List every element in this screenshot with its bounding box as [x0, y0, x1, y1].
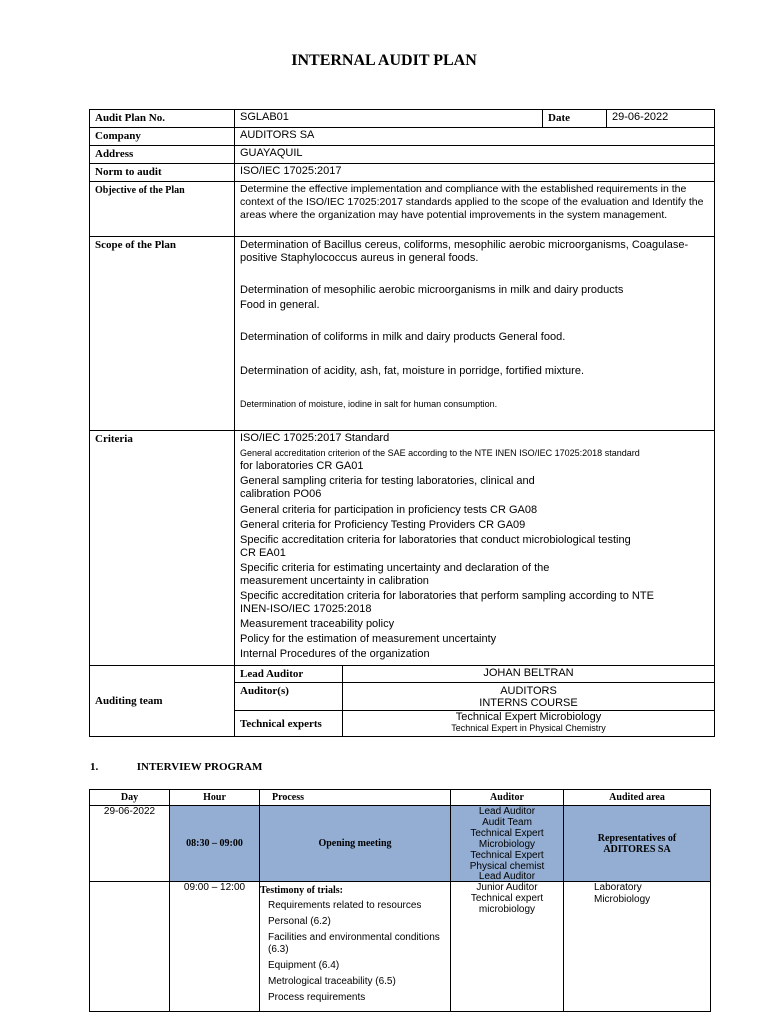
column-header-day: Day	[90, 790, 170, 806]
criteria-label: Criteria	[90, 431, 235, 666]
auditor-line: Technical expert	[470, 893, 544, 904]
process-cell	[260, 882, 451, 1012]
criteria-item: Internal Procedures of the organization	[240, 648, 430, 660]
criteria-item: General sampling criteria for testing laboratories, clinical and	[240, 475, 535, 487]
scope-item: Food in general.	[240, 299, 320, 311]
auditor-line: Junior Auditor	[476, 882, 538, 893]
auditing-team-label: Auditing team	[90, 666, 235, 737]
day-cell-empty	[90, 882, 170, 1012]
tech-expert-line: Technical Expert in Physical Chemistry	[451, 723, 606, 733]
table-row	[90, 882, 711, 1012]
date-label: Date	[543, 110, 607, 128]
column-header-auditor: Auditor	[451, 790, 564, 806]
objective-label: Objective of the Plan	[90, 182, 235, 237]
criteria-item: Specific criteria for estimating uncertainty and declaration of the	[240, 562, 550, 574]
auditors-label: Auditor(s)	[235, 683, 343, 711]
criteria-list	[235, 431, 715, 666]
auditors-value	[343, 683, 715, 711]
criteria-item: General accreditation criterion of the SAE according to the NTE INEN ISO/IEC 17025:2018 standard	[240, 448, 640, 458]
column-header-audited-area: Audited area	[564, 790, 711, 806]
scope-item: Determination of acidity, ash, fat, moisture in porridge, fortified mixture.	[240, 365, 584, 377]
auditor-line: Lead Auditor	[478, 871, 536, 882]
scope-item: Determination of mesophilic aerobic microorganisms in milk and dairy products	[240, 284, 624, 296]
address-value: GUAYAQUIL	[235, 146, 715, 164]
criteria-item: General criteria for Proficiency Testing Providers CR GA09	[240, 519, 526, 531]
date-value: 29-06-2022	[607, 110, 715, 128]
criteria-item: ISO/IEC 17025:2017 Standard	[240, 432, 390, 444]
process-item: Equipment (6.4)	[268, 960, 340, 971]
audited-area-line: Laboratory	[594, 882, 642, 893]
interview-program-table	[89, 789, 711, 1012]
hour-cell: 09:00 – 12:00	[170, 882, 260, 1012]
hour-cell: 08:30 – 09:00	[170, 806, 260, 882]
interview-section-heading	[90, 761, 262, 773]
scope-list	[235, 237, 715, 431]
process-cell: Opening meeting	[260, 806, 451, 882]
process-item: Process requirements	[268, 992, 366, 1003]
address-label: Address	[90, 146, 235, 164]
audit-plan-value: SGLAB01	[235, 110, 543, 128]
column-header-process: Process	[260, 790, 451, 806]
process-list	[260, 898, 450, 1006]
criteria-item: Measurement traceability policy	[240, 618, 395, 630]
criteria-item: INEN-ISO/IEC 17025:2018	[240, 603, 372, 615]
criteria-item: Specific accreditation criteria for laboratories that conduct microbiological testing	[240, 534, 631, 546]
auditor-line: Technical Expert	[470, 850, 544, 861]
audited-area-line: Microbiology	[594, 894, 651, 905]
company-value: AUDITORS SA	[235, 128, 715, 146]
document-title: INTERNAL AUDIT PLAN	[291, 52, 477, 69]
auditor-cell	[451, 871, 564, 1012]
day-cell: 29-06-2022	[90, 806, 170, 882]
lead-auditor-value: JOHAN BELTRAN	[343, 666, 715, 683]
section-number: 1.	[90, 761, 99, 773]
scope-item: Determination of moisture, iodine in salt for human consumption.	[240, 399, 498, 409]
scope-label: Scope of the Plan	[90, 237, 235, 431]
auditor-line: Physical chemist	[469, 861, 545, 872]
section-title: INTERVIEW PROGRAM	[136, 761, 263, 773]
criteria-item: calibration PO06	[240, 488, 322, 500]
tech-expert-line: Technical Expert Microbiology	[455, 711, 602, 723]
column-header-hour: Hour	[170, 790, 260, 806]
company-label: Company	[90, 128, 235, 146]
criteria-item: CR EA01	[240, 547, 286, 559]
criteria-item: for laboratories CR GA01	[240, 460, 364, 472]
auditors-line: INTERNS COURSE	[479, 697, 578, 709]
process-item: Facilities and environmental conditions (6.3)	[268, 932, 440, 955]
audited-area-cell: Representatives of ADITORES SA	[564, 806, 711, 882]
table-row	[90, 806, 711, 882]
technical-experts-label: Technical experts	[235, 711, 343, 737]
auditor-line: Microbiology	[478, 839, 536, 850]
audit-plan-label: Audit Plan No.	[90, 110, 235, 128]
norm-label: Norm to audit	[90, 164, 235, 182]
technical-experts-value	[343, 711, 715, 737]
audit-plan-table	[89, 109, 715, 737]
scope-item: Determination of Bacillus cereus, coliforms, mesophilic aerobic microorganisms, Coagulase-positive Staphylococcus aureus in general foods.	[240, 239, 689, 264]
auditor-line: Lead Auditor	[478, 806, 536, 817]
process-item: Personal (6.2)	[268, 916, 331, 927]
auditor-line: microbiology	[478, 904, 536, 915]
process-item: Requirements related to resources	[268, 900, 422, 911]
scope-item: Determination of coliforms in milk and dairy products General food.	[240, 331, 566, 343]
auditor-line: Technical Expert	[470, 828, 544, 839]
criteria-item: Specific accreditation criteria for laboratories that perform sampling according to NTE	[240, 590, 654, 602]
criteria-item: General criteria for participation in proficiency tests CR GA08	[240, 504, 538, 516]
auditors-line: AUDITORS	[500, 685, 557, 697]
norm-value: ISO/IEC 17025:2017	[235, 164, 715, 182]
process-item: Metrological traceability (6.5)	[268, 976, 396, 987]
criteria-item: Policy for the estimation of measurement uncertainty	[240, 633, 497, 645]
audited-area-cell	[564, 882, 711, 1012]
criteria-item: measurement uncertainty in calibration	[240, 575, 429, 587]
lead-auditor-label: Lead Auditor	[235, 666, 343, 683]
auditor-line: Audit Team	[482, 817, 532, 828]
objective-value: Determine the effective implementation and compliance with the established requirements in the context of the ISO/IEC 17025:2017 standards applied to the scope of the evaluation and Identify the areas where the organization may have potential improvements in the system management.	[235, 182, 715, 237]
process-title: Testimony of trials:	[260, 885, 343, 896]
